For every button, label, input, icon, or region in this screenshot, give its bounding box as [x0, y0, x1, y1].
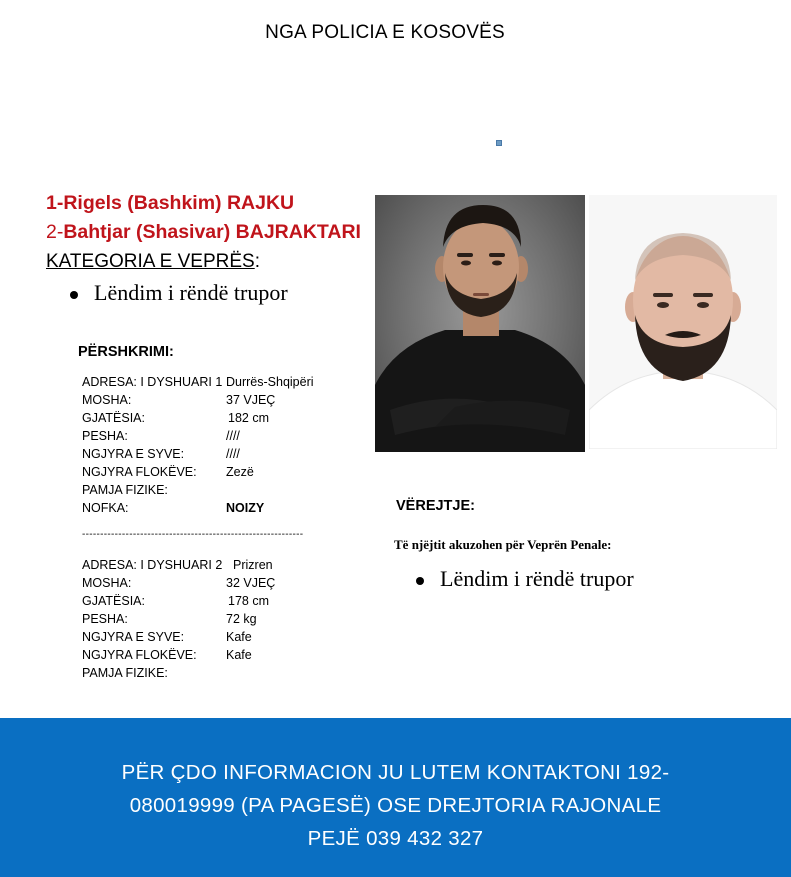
- detail-value: 182 cm: [228, 411, 269, 425]
- detail-label: MOSHA:: [82, 576, 132, 590]
- detail-value: 37 VJEÇ: [226, 393, 276, 407]
- bullet-icon: [70, 291, 78, 299]
- detail-label: NGJYRA FLOKËVE:: [82, 648, 197, 662]
- suspect-number-2: 2-: [46, 221, 64, 243]
- category-heading-label: KATEGORIA E VEPRËS: [46, 251, 255, 272]
- detail-label: PAMJA FIZIKE:: [82, 483, 168, 497]
- category-item: [70, 280, 288, 306]
- detail-value: ////: [226, 447, 240, 461]
- detail-value: ////: [226, 429, 240, 443]
- category-heading: [46, 251, 260, 273]
- suspect-number-1: 1-: [46, 192, 64, 214]
- detail-label: GJATËSIA:: [82, 411, 145, 425]
- detail-value: Durrës-Shqipëri: [226, 375, 314, 389]
- detail-label: PESHA:: [82, 429, 128, 443]
- detail-value: 32 VJEÇ: [226, 576, 276, 590]
- page-title: NGA POLICIA E KOSOVËS: [265, 22, 505, 43]
- category-item-text: Lëndim i rëndë trupor: [94, 280, 288, 305]
- detail-label: MOSHA:: [82, 393, 132, 407]
- detail-value: 178 cm: [228, 594, 269, 608]
- detail-label: NOFKA:: [82, 501, 129, 515]
- detail-value: 72 kg: [226, 612, 257, 626]
- contact-line-1: PËR ÇDO INFORMACION JU LUTEM KONTAKTONI 192-: [121, 761, 670, 784]
- contact-text: [0, 756, 791, 855]
- remarks-list: [416, 566, 634, 592]
- remarks-text: Të njëjtit akuzohen për Veprën Penale:: [394, 537, 612, 552]
- suspect-name-2: [46, 221, 361, 244]
- remarks-item: [416, 566, 634, 592]
- detail-value: Kafe: [226, 630, 252, 644]
- contact-line-2: 080019999 (PA PAGESË) OSE DREJTORIA RAJONALE: [129, 794, 662, 817]
- detail-label: ADRESA: I DYSHUARI 2: [82, 558, 223, 572]
- detail-value-nickname: NOIZY: [226, 501, 265, 515]
- detail-label: ADRESA: I DYSHUARI 1: [82, 375, 223, 389]
- suspect-name-1: [46, 192, 294, 215]
- suspect-portrait-2: [589, 195, 777, 449]
- detail-label: GJATËSIA:: [82, 594, 145, 608]
- detail-value: Prizren: [233, 558, 273, 572]
- detail-label: PAMJA FIZIKE:: [82, 666, 168, 680]
- remarks-item-text: Lëndim i rëndë trupor: [440, 566, 634, 591]
- category-list: [70, 280, 288, 306]
- detail-value: Zezë: [226, 465, 254, 479]
- detail-value: Kafe: [226, 648, 252, 662]
- suspect-portrait-1: [375, 195, 585, 452]
- suspect-name-text-2: Bahtjar (Shasivar) BAJRAKTARI: [63, 221, 361, 243]
- detail-label: NGJYRA E SYVE:: [82, 447, 185, 461]
- anchor-marker: [496, 140, 502, 146]
- bullet-icon: [416, 577, 424, 585]
- suspect-photo-2: [589, 195, 777, 449]
- detail-label: PESHA:: [82, 612, 128, 626]
- suspect-photo-1: [375, 195, 585, 452]
- suspect-name-text-1: Rigels (Bashkim) RAJKU: [63, 192, 295, 214]
- category-heading-colon: :: [254, 251, 260, 272]
- remarks-heading: VËREJTJE:: [396, 498, 475, 514]
- section-divider: -------------------------------------------------------------: [82, 529, 304, 540]
- description-heading: PËRSHKRIMI:: [78, 344, 174, 360]
- detail-label: NGJYRA FLOKËVE:: [82, 465, 197, 479]
- detail-label: NGJYRA E SYVE:: [82, 630, 185, 644]
- contact-footer: [0, 718, 791, 877]
- contact-line-3: PEJË 039 432 327: [307, 827, 484, 850]
